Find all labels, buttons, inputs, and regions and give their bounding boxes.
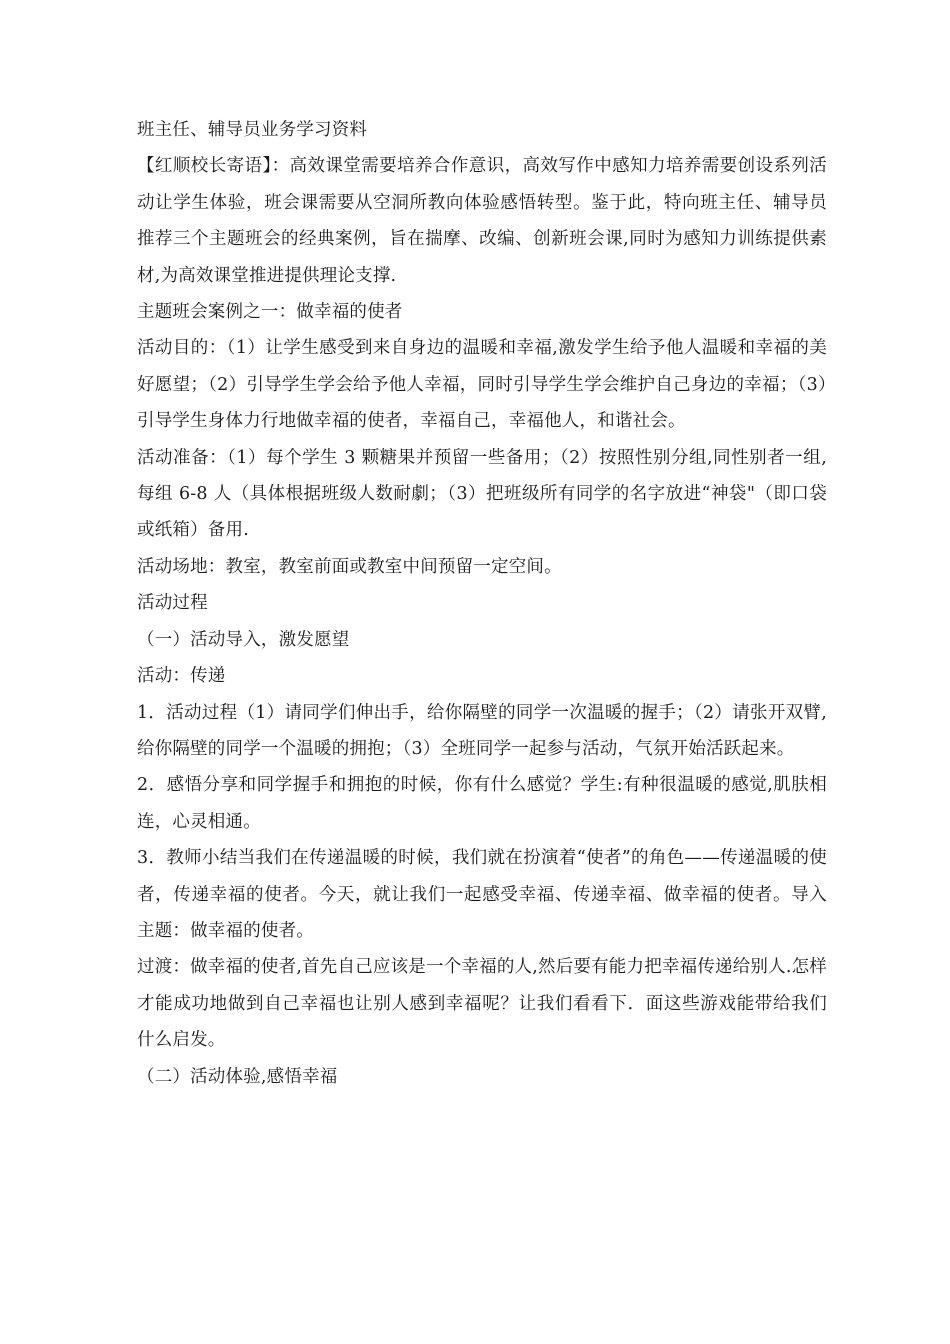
document-title: 班主任、辅导员业务学习资料 — [137, 120, 368, 140]
step-three-paragraph: 3．教师小结当我们在传递温暖的时候，我们就在扮演着“使者”的角色——传递温暖的使者，传递幸福的使者。今天，就让我们一起感受幸福、传递幸福、做幸福的使者。导入主题：做幸福的使者。 — [137, 848, 827, 941]
document-body — [137, 112, 827, 1095]
case-heading: 主题班会案例之一：做幸福的使者 — [137, 302, 403, 323]
section-two-heading: （二）活动体验,感悟幸福 — [137, 1066, 338, 1087]
section-one-heading: （一）活动导入，激发愿望 — [137, 629, 350, 650]
activity-goal-paragraph: 活动目的：（1）让学生感受到来自身边的温暖和幸福,激发学生给予他人温暖和幸福的美好愿望；（2）引导学生学会给予他人幸福，同时引导学生学会维护自己身边的幸福；（3）引导学生身体力行地做幸福的使者，幸福自己，幸福他人，和谐社会。 — [137, 338, 827, 432]
principal-message-paragraph: 【红顺校长寄语】：高效课堂需要培养合作意识，高效写作中感知力培养需要创设系列活动让学生体验，班会课需要从空洞所教向体验感悟转型。鉴于此，特向班主任、辅导员推荐三个主题班会的经典案例，旨在揣摩、改编、创新班会课,同时为感知力训练提供素材,为高效课堂推进提供理论支撑. — [137, 156, 827, 286]
transition-paragraph: 过渡：做幸福的使者,首先自己应该是一个幸福的人,然后要有能力把幸福传递给别人.怎样才能成功地做到自己幸福也让别人感到幸福呢？让我们看看下．面这些游戏能带给我们什么启发。 — [137, 957, 827, 1051]
activity-venue-paragraph: 活动场地：教室，教室前面或教室中间预留一定空间。 — [137, 556, 562, 577]
activity-preparation-paragraph: 活动准备：（1）每个学生 3 颗糖果并预留一些备用；（2）按照性别分组,同性别者一组,每组 6-8 人（具体根据班级人数耐劇；（3）把班级所有同学的名字放进“神袋"（即口袋或纸箱）备用. — [137, 447, 827, 541]
step-one-paragraph: 1．活动过程（1）请同学们伸出手，给你隔壁的同学一次温暖的握手；（2）请张开双臂,给你隔壁的同学一个温暖的拥抱；（3）全班同学一起参与活动，气氛开始活跃起来。 — [137, 702, 827, 759]
activity-pass-heading: 活动：传递 — [137, 666, 226, 687]
step-two-paragraph: 2．感悟分享和同学握手和拥抱的时候，你有什么感觉？学生:有种很温暖的感觉,肌肤相连，心灵相通。 — [137, 775, 827, 832]
activity-process-heading: 活动过程 — [137, 593, 208, 614]
